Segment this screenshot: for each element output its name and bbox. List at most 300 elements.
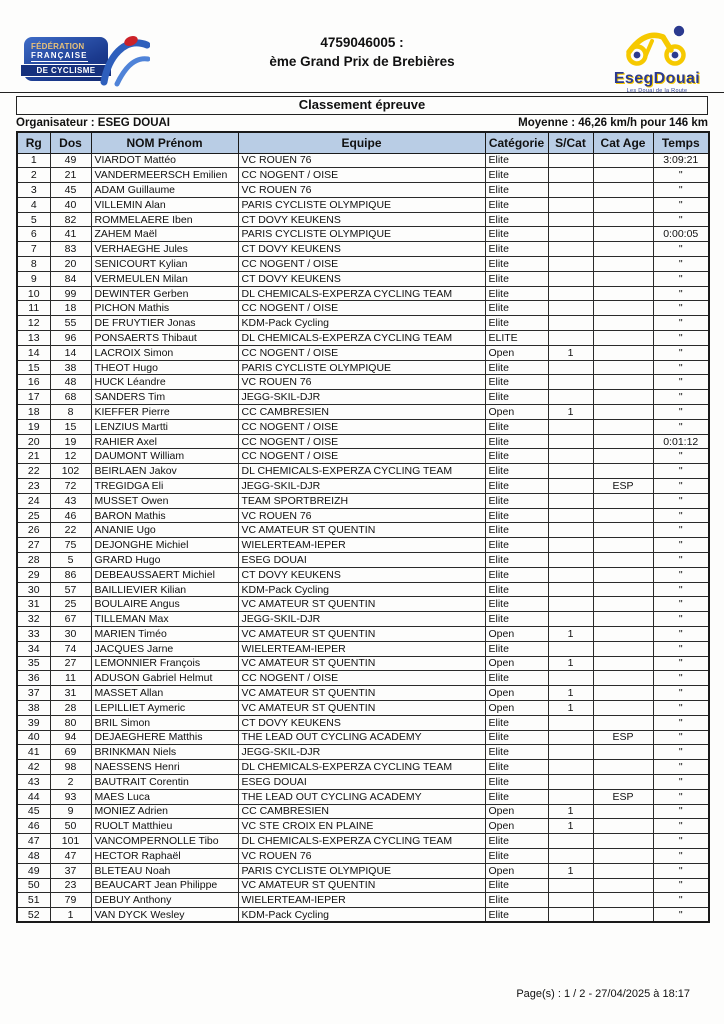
cell-s-cat: 1: [548, 405, 593, 420]
table-row: [17, 745, 709, 760]
cell-cat-age: [593, 493, 653, 508]
cell-categorie: Elite: [485, 553, 548, 568]
cell-dos: 19: [50, 434, 91, 449]
cell-equipe: VC ROUEN 76: [238, 183, 485, 198]
cell-equipe: CT DOVY KEUKENS: [238, 715, 485, 730]
cell-nom-prenom: SENICOURT Kylian: [91, 257, 238, 272]
table-row: [17, 493, 709, 508]
cell-cat-age: [593, 331, 653, 346]
organizer-label: Organisateur : ESEG DOUAI: [16, 117, 171, 129]
cell-equipe: CC NOGENT / OISE: [238, 434, 485, 449]
cell-nom-prenom: BOULAIRE Angus: [91, 597, 238, 612]
cell-cat-age: [593, 700, 653, 715]
cell-s-cat: [548, 730, 593, 745]
cell-equipe: KDM-Pack Cycling: [238, 908, 485, 923]
table-row: [17, 538, 709, 553]
cell-dos: 41: [50, 227, 91, 242]
cell-equipe: ESEG DOUAI: [238, 774, 485, 789]
cell-dos: 1: [50, 908, 91, 923]
eseg-logo-tagline: Les Douai de la Route: [626, 88, 688, 94]
cell-equipe: JEGG-SKIL-DJR: [238, 479, 485, 494]
cell-s-cat: [548, 834, 593, 849]
cell-temps: ": [653, 804, 709, 819]
table-row: [17, 242, 709, 257]
cell-nom-prenom: ADUSON Gabriel Helmut: [91, 671, 238, 686]
cell-equipe: CC NOGENT / OISE: [238, 671, 485, 686]
cell-nom-prenom: VAN DYCK Wesley: [91, 908, 238, 923]
table-row: [17, 627, 709, 642]
cell-temps: ": [653, 834, 709, 849]
cell-rg: 36: [17, 671, 50, 686]
cell-temps: ": [653, 271, 709, 286]
cell-cat-age: [593, 197, 653, 212]
cell-equipe: WIELERTEAM-IEPER: [238, 641, 485, 656]
cell-nom-prenom: VANCOMPERNOLLE Tibo: [91, 834, 238, 849]
cell-s-cat: [548, 508, 593, 523]
cell-equipe: PARIS CYCLISTE OLYMPIQUE: [238, 227, 485, 242]
cell-categorie: Open: [485, 700, 548, 715]
cell-dos: 49: [50, 153, 91, 168]
cell-s-cat: [548, 893, 593, 908]
table-row: [17, 553, 709, 568]
cell-categorie: Elite: [485, 449, 548, 464]
cell-temps: ": [653, 730, 709, 745]
cell-s-cat: [548, 715, 593, 730]
cell-s-cat: [548, 257, 593, 272]
cell-temps: ": [653, 612, 709, 627]
table-row: [17, 168, 709, 183]
cell-temps: ": [653, 479, 709, 494]
cell-rg: 4: [17, 197, 50, 212]
cell-categorie: Elite: [485, 360, 548, 375]
cell-cat-age: [593, 227, 653, 242]
table-row: [17, 686, 709, 701]
cell-categorie: Elite: [485, 183, 548, 198]
cell-s-cat: 1: [548, 686, 593, 701]
cell-s-cat: [548, 493, 593, 508]
cell-s-cat: [548, 286, 593, 301]
cell-categorie: Elite: [485, 242, 548, 257]
cell-temps: ": [653, 464, 709, 479]
cell-dos: 79: [50, 893, 91, 908]
cell-temps: ": [653, 686, 709, 701]
cell-temps: ": [653, 508, 709, 523]
cell-cat-age: [593, 508, 653, 523]
cell-temps: ": [653, 863, 709, 878]
cell-temps: ": [653, 316, 709, 331]
event-title: [160, 33, 564, 71]
cell-dos: 14: [50, 345, 91, 360]
cell-nom-prenom: THEOT Hugo: [91, 360, 238, 375]
cell-dos: 69: [50, 745, 91, 760]
cell-s-cat: [548, 774, 593, 789]
cell-categorie: Elite: [485, 301, 548, 316]
cell-rg: 15: [17, 360, 50, 375]
cell-nom-prenom: LEPILLIET Aymeric: [91, 700, 238, 715]
cell-rg: 37: [17, 686, 50, 701]
cell-s-cat: [548, 449, 593, 464]
ffc-logo-line1: FÉDÉRATION: [31, 42, 85, 51]
cell-rg: 33: [17, 627, 50, 642]
cell-nom-prenom: MONIEZ Adrien: [91, 804, 238, 819]
cell-cat-age: [593, 567, 653, 582]
cell-s-cat: [548, 301, 593, 316]
table-row: [17, 183, 709, 198]
cell-nom-prenom: HECTOR Raphaël: [91, 848, 238, 863]
cell-cat-age: [593, 745, 653, 760]
cell-nom-prenom: MARIEN Timéo: [91, 627, 238, 642]
cell-categorie: Elite: [485, 212, 548, 227]
cell-cat-age: [593, 893, 653, 908]
cell-temps: ": [653, 700, 709, 715]
cell-s-cat: [548, 553, 593, 568]
cell-nom-prenom: TREGIDGA Eli: [91, 479, 238, 494]
cell-s-cat: 1: [548, 345, 593, 360]
cell-categorie: Elite: [485, 538, 548, 553]
cell-cat-age: [593, 419, 653, 434]
cell-cat-age: [593, 834, 653, 849]
cell-cat-age: ESP: [593, 789, 653, 804]
cell-rg: 47: [17, 834, 50, 849]
cell-s-cat: [548, 331, 593, 346]
table-row: [17, 700, 709, 715]
cell-dos: 15: [50, 419, 91, 434]
table-row: [17, 345, 709, 360]
table-row: [17, 582, 709, 597]
meta-row: [16, 117, 708, 129]
cell-dos: 84: [50, 271, 91, 286]
cell-rg: 34: [17, 641, 50, 656]
cell-nom-prenom: NAESSENS Henri: [91, 760, 238, 775]
cell-temps: ": [653, 582, 709, 597]
table-row: [17, 760, 709, 775]
column-header-equipe: Equipe: [238, 132, 485, 153]
cell-s-cat: [548, 464, 593, 479]
cell-temps: ": [653, 405, 709, 420]
cell-equipe: VC ROUEN 76: [238, 508, 485, 523]
cell-rg: 3: [17, 183, 50, 198]
cell-dos: 98: [50, 760, 91, 775]
cell-nom-prenom: BRINKMAN Niels: [91, 745, 238, 760]
cell-temps: ": [653, 168, 709, 183]
cell-categorie: Elite: [485, 390, 548, 405]
cell-equipe: JEGG-SKIL-DJR: [238, 612, 485, 627]
table-row: [17, 271, 709, 286]
cell-s-cat: 1: [548, 656, 593, 671]
cell-dos: 18: [50, 301, 91, 316]
cell-dos: 37: [50, 863, 91, 878]
cell-dos: 68: [50, 390, 91, 405]
cell-temps: ": [653, 553, 709, 568]
cell-rg: 14: [17, 345, 50, 360]
cell-temps: ": [653, 286, 709, 301]
table-row: [17, 774, 709, 789]
cell-rg: 20: [17, 434, 50, 449]
cell-dos: 101: [50, 834, 91, 849]
cell-equipe: PARIS CYCLISTE OLYMPIQUE: [238, 360, 485, 375]
cell-equipe: KDM-Pack Cycling: [238, 582, 485, 597]
cell-nom-prenom: DE FRUYTIER Jonas: [91, 316, 238, 331]
cell-cat-age: [593, 878, 653, 893]
cell-cat-age: [593, 183, 653, 198]
cell-categorie: Elite: [485, 760, 548, 775]
cell-rg: 41: [17, 745, 50, 760]
cell-rg: 2: [17, 168, 50, 183]
cell-s-cat: [548, 227, 593, 242]
table-row: [17, 434, 709, 449]
cell-categorie: Elite: [485, 153, 548, 168]
cell-categorie: Elite: [485, 612, 548, 627]
cell-rg: 19: [17, 419, 50, 434]
eseg-douai-logo: [598, 24, 716, 94]
cell-rg: 22: [17, 464, 50, 479]
cell-nom-prenom: DEJONGHE Michiel: [91, 538, 238, 553]
table-row: [17, 671, 709, 686]
cell-nom-prenom: PONSAERTS Thibaut: [91, 331, 238, 346]
cell-s-cat: [548, 153, 593, 168]
cell-nom-prenom: VERMEULEN Milan: [91, 271, 238, 286]
ffc-logo: [24, 30, 150, 88]
cell-categorie: Elite: [485, 286, 548, 301]
cell-rg: 40: [17, 730, 50, 745]
cell-equipe: CT DOVY KEUKENS: [238, 212, 485, 227]
cell-equipe: PARIS CYCLISTE OLYMPIQUE: [238, 863, 485, 878]
cell-dos: 94: [50, 730, 91, 745]
cell-temps: ": [653, 597, 709, 612]
cell-dos: 2: [50, 774, 91, 789]
cell-temps: ": [653, 390, 709, 405]
cell-rg: 26: [17, 523, 50, 538]
cell-temps: ": [653, 493, 709, 508]
table-row: [17, 908, 709, 923]
column-header-categorie: Catégorie: [485, 132, 548, 153]
cell-s-cat: [548, 479, 593, 494]
cell-rg: 10: [17, 286, 50, 301]
cell-cat-age: [593, 656, 653, 671]
cell-temps: ": [653, 656, 709, 671]
cell-categorie: Elite: [485, 257, 548, 272]
cell-temps: ": [653, 242, 709, 257]
cell-equipe: JEGG-SKIL-DJR: [238, 390, 485, 405]
cell-categorie: Open: [485, 863, 548, 878]
cell-nom-prenom: PICHON Mathis: [91, 301, 238, 316]
cell-rg: 5: [17, 212, 50, 227]
cell-dos: 99: [50, 286, 91, 301]
cell-s-cat: 1: [548, 627, 593, 642]
table-row: [17, 567, 709, 582]
cell-temps: 0:00:05: [653, 227, 709, 242]
cell-nom-prenom: LENZIUS Martti: [91, 419, 238, 434]
cell-equipe: DL CHEMICALS-EXPERZA CYCLING TEAM: [238, 331, 485, 346]
table-row: [17, 331, 709, 346]
cell-temps: ": [653, 789, 709, 804]
cell-nom-prenom: HUCK Léandre: [91, 375, 238, 390]
cell-cat-age: [593, 212, 653, 227]
cell-s-cat: [548, 271, 593, 286]
cell-nom-prenom: ZAHEM Maël: [91, 227, 238, 242]
cell-categorie: Elite: [485, 597, 548, 612]
cell-cat-age: [593, 316, 653, 331]
cell-cat-age: [593, 612, 653, 627]
cell-rg: 30: [17, 582, 50, 597]
cell-categorie: Open: [485, 405, 548, 420]
cell-nom-prenom: LACROIX Simon: [91, 345, 238, 360]
cell-cat-age: [593, 686, 653, 701]
cell-dos: 55: [50, 316, 91, 331]
cell-dos: 48: [50, 375, 91, 390]
cell-s-cat: [548, 641, 593, 656]
cell-rg: 23: [17, 479, 50, 494]
cell-rg: 45: [17, 804, 50, 819]
cell-cat-age: [593, 848, 653, 863]
event-name: ème Grand Prix de Brebières: [269, 54, 455, 69]
cell-categorie: Elite: [485, 834, 548, 849]
cell-categorie: Elite: [485, 197, 548, 212]
cell-cat-age: [593, 819, 653, 834]
cell-dos: 67: [50, 612, 91, 627]
cell-nom-prenom: JACQUES Jarne: [91, 641, 238, 656]
cell-rg: 28: [17, 553, 50, 568]
cell-nom-prenom: SANDERS Tim: [91, 390, 238, 405]
cell-rg: 16: [17, 375, 50, 390]
table-row: [17, 212, 709, 227]
cell-s-cat: [548, 538, 593, 553]
cell-temps: ": [653, 908, 709, 923]
table-row: [17, 405, 709, 420]
cell-dos: 102: [50, 464, 91, 479]
cell-temps: ": [653, 760, 709, 775]
average-speed-label: Moyenne : 46,26 km/h pour 146 km: [518, 117, 708, 129]
cell-dos: 5: [50, 553, 91, 568]
table-row: [17, 863, 709, 878]
cell-temps: ": [653, 197, 709, 212]
cell-dos: 20: [50, 257, 91, 272]
cell-equipe: DL CHEMICALS-EXPERZA CYCLING TEAM: [238, 760, 485, 775]
cell-temps: ": [653, 819, 709, 834]
ffc-logo-line2: FRANÇAISE: [31, 51, 88, 60]
cell-temps: ": [653, 715, 709, 730]
cell-equipe: CC NOGENT / OISE: [238, 301, 485, 316]
cell-rg: 38: [17, 700, 50, 715]
cell-nom-prenom: ADAM Guillaume: [91, 183, 238, 198]
table-row: [17, 730, 709, 745]
cell-rg: 49: [17, 863, 50, 878]
cell-nom-prenom: ROMMELAERE Iben: [91, 212, 238, 227]
cell-temps: ": [653, 641, 709, 656]
cell-categorie: Elite: [485, 508, 548, 523]
cell-cat-age: [593, 523, 653, 538]
cell-dos: 28: [50, 700, 91, 715]
cell-categorie: Elite: [485, 434, 548, 449]
ffc-logo-line3: DE CYCLISME: [21, 64, 111, 77]
cell-equipe: VC AMATEUR ST QUENTIN: [238, 700, 485, 715]
table-row: [17, 286, 709, 301]
cell-rg: 29: [17, 567, 50, 582]
cell-cat-age: [593, 301, 653, 316]
table-row: [17, 508, 709, 523]
cell-categorie: Elite: [485, 493, 548, 508]
cell-temps: ": [653, 523, 709, 538]
cell-equipe: CT DOVY KEUKENS: [238, 242, 485, 257]
cell-dos: 57: [50, 582, 91, 597]
cell-dos: 47: [50, 848, 91, 863]
eseg-logo-name: EsegDouai: [613, 70, 701, 87]
cell-cat-age: [593, 405, 653, 420]
cell-dos: 40: [50, 197, 91, 212]
cell-temps: ": [653, 301, 709, 316]
table-row: [17, 848, 709, 863]
cell-categorie: Elite: [485, 567, 548, 582]
cell-temps: ": [653, 257, 709, 272]
cell-temps: ": [653, 375, 709, 390]
cell-nom-prenom: RUOLT Matthieu: [91, 819, 238, 834]
cell-categorie: Elite: [485, 479, 548, 494]
cell-temps: ": [653, 848, 709, 863]
cell-temps: ": [653, 419, 709, 434]
cell-rg: 27: [17, 538, 50, 553]
cell-dos: 11: [50, 671, 91, 686]
cell-s-cat: [548, 316, 593, 331]
cell-s-cat: [548, 567, 593, 582]
cell-nom-prenom: BLETEAU Noah: [91, 863, 238, 878]
cell-equipe: DL CHEMICALS-EXPERZA CYCLING TEAM: [238, 464, 485, 479]
cell-equipe: CC NOGENT / OISE: [238, 419, 485, 434]
cell-categorie: Elite: [485, 789, 548, 804]
cell-s-cat: [548, 760, 593, 775]
cell-categorie: Elite: [485, 582, 548, 597]
cell-dos: 22: [50, 523, 91, 538]
cell-temps: ": [653, 774, 709, 789]
cell-nom-prenom: MASSET Allan: [91, 686, 238, 701]
cell-categorie: Elite: [485, 671, 548, 686]
column-header-cat-age: Cat Age: [593, 132, 653, 153]
cell-temps: ": [653, 449, 709, 464]
table-row: [17, 612, 709, 627]
cell-rg: 11: [17, 301, 50, 316]
cell-categorie: Elite: [485, 419, 548, 434]
cell-equipe: VC ROUEN 76: [238, 375, 485, 390]
table-row: [17, 464, 709, 479]
cell-cat-age: [593, 464, 653, 479]
table-row: [17, 375, 709, 390]
cell-cat-age: [593, 390, 653, 405]
table-row: [17, 301, 709, 316]
cell-rg: 9: [17, 271, 50, 286]
cell-temps: 0:01:12: [653, 434, 709, 449]
cell-dos: 74: [50, 641, 91, 656]
column-header-s-cat: S/Cat: [548, 132, 593, 153]
cell-categorie: Elite: [485, 641, 548, 656]
cell-dos: 96: [50, 331, 91, 346]
cell-s-cat: [548, 848, 593, 863]
horizontal-rule: [0, 92, 724, 93]
cell-equipe: KDM-Pack Cycling: [238, 316, 485, 331]
cell-equipe: PARIS CYCLISTE OLYMPIQUE: [238, 197, 485, 212]
column-header-temps: Temps: [653, 132, 709, 153]
cell-nom-prenom: VIARDOT Mattéo: [91, 153, 238, 168]
cell-dos: 86: [50, 567, 91, 582]
cell-rg: 24: [17, 493, 50, 508]
cell-nom-prenom: GRARD Hugo: [91, 553, 238, 568]
cell-nom-prenom: BEIRLAEN Jakov: [91, 464, 238, 479]
cell-categorie: Elite: [485, 715, 548, 730]
section-title-box: [16, 96, 708, 115]
cell-equipe: CC NOGENT / OISE: [238, 345, 485, 360]
cell-categorie: Elite: [485, 908, 548, 923]
table-row: [17, 257, 709, 272]
cell-temps: ": [653, 212, 709, 227]
cell-rg: 52: [17, 908, 50, 923]
